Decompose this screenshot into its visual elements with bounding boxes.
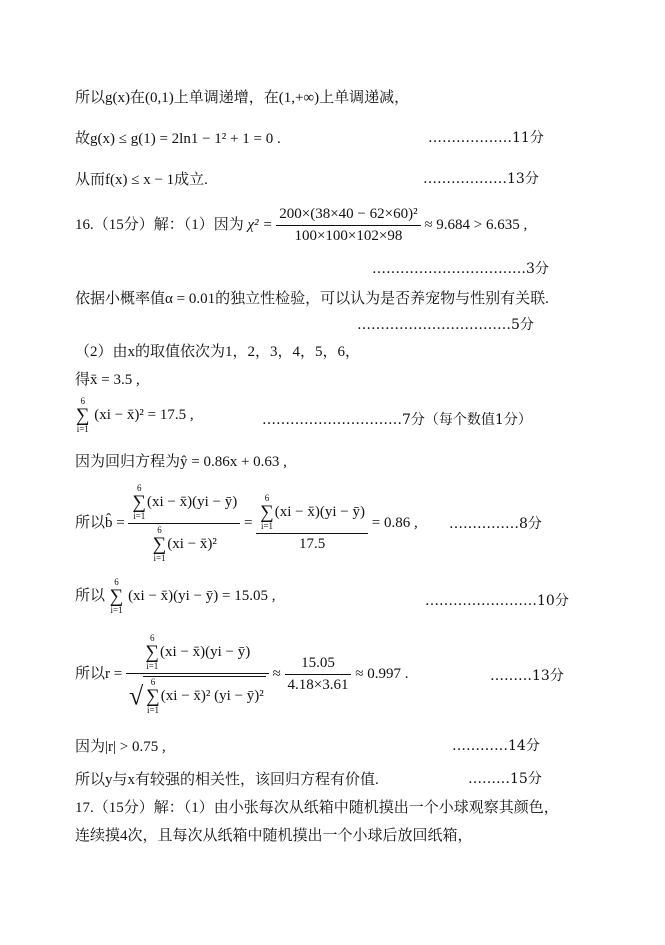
sum-upper: 6 [157,525,162,535]
score-mark: ………15分 [468,771,542,787]
sum-upper: 6 [150,677,156,687]
text-line: 从而f(x) ≤ x − 1成立. [75,172,208,188]
text-line: 所以g(x)在(0,1)上单调递增，在(1,+∞)上单调递减， [75,90,410,106]
score-mark: ………………11分 [428,130,544,146]
text-line: 所以y与x有较强的相关性，该回归方程有价值. [75,772,379,788]
expression: (xi − x̄)(yi − ȳ) = 15.05 , [128,587,276,604]
sigma-symbol: ∑ [260,502,274,523]
sum-squares-equation [75,397,194,434]
text-line: 故g(x) ≤ g(1) = 2ln1 − 1² + 1 = 0 . [75,131,281,147]
fraction-denominator: 100×100×102×98 [276,225,420,245]
text-line: 依据小概率值α = 0.01的独立性检验，可以认为是否养宠物与性别有关联. [75,291,549,307]
text-suffix: ≈ 9.684 > 6.635 , [424,216,528,233]
sigma-symbol: ∑ [146,686,160,707]
sigma-symbol: ∑ [132,492,147,513]
numerator-expression: (xi − x̄)(yi − ȳ) [147,493,238,510]
sum-lower: i=1 [76,424,89,434]
score-mark: ………………13分 [423,171,539,187]
sum-upper: 6 [150,633,155,643]
score-mark: …………………………7分（每个数值1分） [262,412,532,428]
r-equation [75,634,408,715]
sum-upper: 6 [114,577,119,587]
sigma-symbol: ∑ [109,586,124,607]
sum-lower: i=1 [133,511,146,521]
summation [153,526,167,563]
sum-lower: i=1 [146,661,159,671]
text-prefix: 16.（15分）解：（1）因为 [75,216,244,233]
text-line: 连续摸4次，且每次从纸箱中随机摸出一个小球后放回纸箱， [75,828,473,844]
score-mark: …………14分 [452,738,540,754]
numerator-expression: (xi − x̄)(yi − ȳ) [274,503,365,520]
denominator-expression: (xi − x̄)² (yi − ȳ)² [160,687,264,704]
radical-sign: √ [128,681,144,711]
radicand [143,676,266,715]
text-line: 因为|r| > 0.75 , [75,739,166,755]
score-mark: ……………8分 [449,516,542,532]
sigma-symbol: ∑ [76,405,90,426]
denominator-expression: (xi − x̄)² [167,535,217,552]
fraction-numerator [256,494,368,533]
sum-product-equation [75,578,276,615]
fraction-denominator [128,523,240,563]
score-mark: ……………………………5分 [357,317,534,333]
score-mark: ……………………10分 [425,593,569,609]
sum-lower: i=1 [153,553,166,563]
chi-symbol: χ² = [247,216,273,233]
fraction-denominator [126,673,269,715]
sum-upper: 6 [80,396,86,406]
sum-lower: i=1 [146,705,160,715]
sum-upper: 6 [264,493,270,503]
score-mark: ……………………………3分 [372,261,549,277]
fraction-denominator: 4.18×3.61 [285,674,352,694]
fraction-numerator [126,634,269,673]
text-line: 17.（15分）解：（1）由小张每次从纸箱中随机摸出一个小球观察其颜色， [75,800,559,816]
fraction [276,206,420,245]
fraction [256,494,368,553]
text-suffix: ≈ 0.997 . [355,665,409,682]
fraction-numerator: 15.05 [301,655,335,671]
chi-square-equation [75,206,527,245]
score-mark: ………13分 [490,668,564,684]
text-line: 因为回归方程为ŷ = 0.86x + 0.63 , [75,454,287,470]
summation [145,634,159,671]
approx-sign: ≈ [272,665,281,682]
fraction-numerator: 200×(38×40 − 62×60)² [279,206,418,222]
fraction [126,634,269,715]
text-prefix: 所以 [75,587,106,604]
summation [76,397,90,434]
summation [110,578,124,615]
sum-upper: 6 [136,483,142,493]
text-prefix: 所以r = [75,665,123,682]
expression: (xi − x̄)² = 17.5 , [94,406,194,423]
fraction [128,484,240,563]
text-line: 得x̄ = 3.5 , [75,372,140,388]
summation [146,678,160,715]
fraction [285,655,352,694]
sigma-symbol: ∑ [152,534,167,555]
sum-lower: i=1 [110,605,123,615]
summation [132,484,146,521]
summation [260,494,274,531]
sum-lower: i=1 [260,521,274,531]
numerator-expression: (xi − x̄)(yi − ȳ) [160,643,251,660]
text-line: （2）由x的取值依次为1，2，3，4，5，6， [75,344,361,360]
text-prefix: 所以b̂ = [75,514,125,531]
text-suffix: = 0.86 , [371,514,418,531]
fraction-denominator: 17.5 [256,533,368,553]
b-hat-equation: 所以b̂ = 6 ∑ i=1 (xi − x̄)(yi − ȳ) 6 ∑ i=1 (xi − x̄)² = 6 ∑ i=1 (xi − x̄)(yi − ȳ) 17.5 = 0.86 , [75,483,418,563]
sigma-symbol: ∑ [145,642,160,663]
fraction-numerator [128,484,240,523]
